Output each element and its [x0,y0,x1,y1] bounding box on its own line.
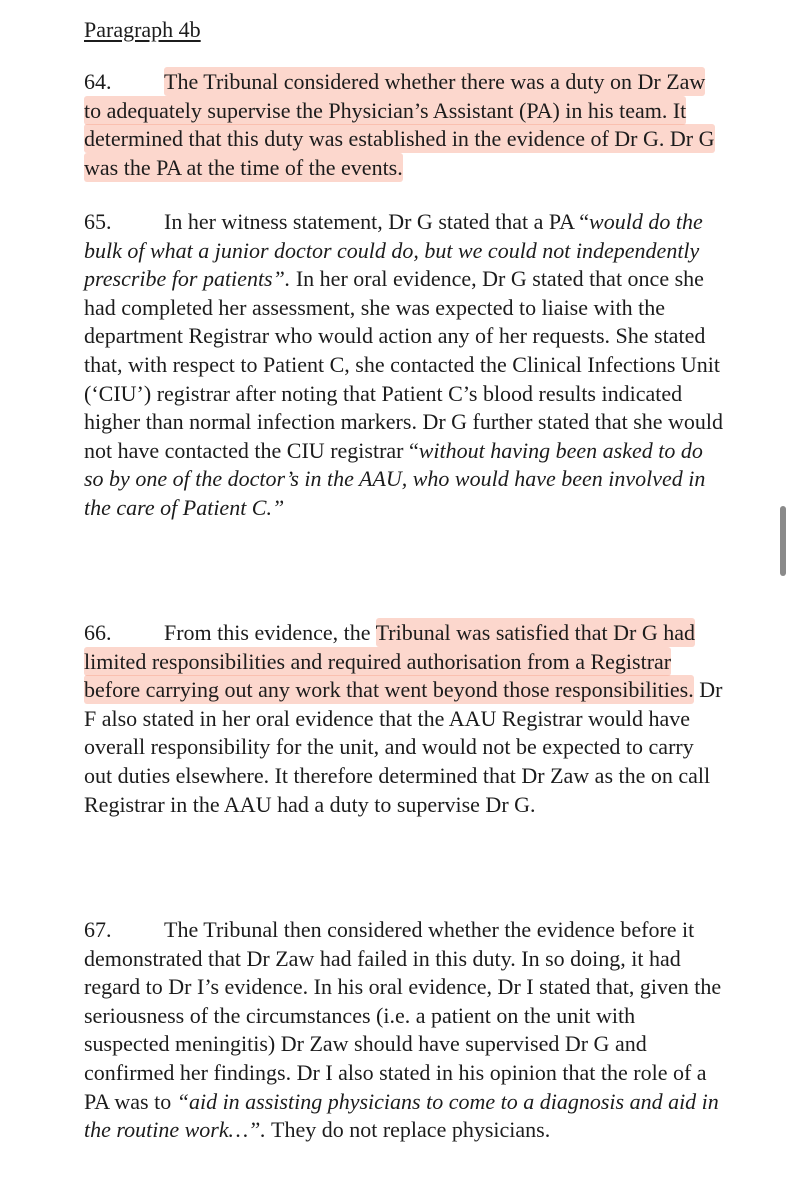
section-heading: Paragraph 4b [84,17,201,42]
body-text: In her oral evidence, Dr G stated that once she had completed her assessment, she was expected to liaise with the department Registrar who would action any of her requests. She stated that, with respect to Patient C, she contacted the Clinical Infections Unit (‘CIU’) registrar after noting that Patient C’s blood results indicated higher than normal infection markers. Dr G further stated that she would not have contacted the CIU registrar “ [84,266,724,463]
document-body [84,10,724,1143]
scrollbar-thumb[interactable] [780,506,786,576]
body-text: In her witness statement, Dr G stated that a PA “ [164,209,590,234]
highlighted-text: Tribunal was satisfied that Dr G had limited responsibilities and required authorisation from a Registrar before carrying out any work that went beyond those responsibilities. [84,620,695,703]
quoted-text: “aid in assisting physicians to come to a diagnosis and aid in the routine work…”. [84,1088,719,1143]
body-text: The Tribunal then considered whether the evidence before it demonstrated that Dr Zaw had failed in this duty. In so doing, it had regard to Dr I’s evidence. In his oral evidence, Dr I stated that, given the seriousness of the circumstances (i.e. a patient on the unit with suspected meningitis) Dr Zaw should have supervised Dr G and confirmed her findings. Dr I also stated in his opinion that the role of a PA was to [84,917,722,1114]
quoted-text: without having been asked to do so by one of the doctor’s in the AAU, who would have been involved in the care of Patient C.” [84,437,706,520]
paragraph-number: 67. [84,917,112,942]
paragraph-number: 64. [84,69,112,94]
paragraph-number: 66. [84,620,112,645]
paragraph-67 [84,916,724,1145]
quoted-text: would do the bulk of what a junior doctor could do, but we could not independently prescribe for patients”. [84,209,703,292]
paragraph-66 [84,619,724,819]
paragraph-64 [84,68,724,182]
highlighted-text: The Tribunal considered whether there was a duty on Dr Zaw to adequately supervise the Physician’s Assistant (PA) in his team. It determined that this duty was established in the evidence of Dr G. Dr G was the PA at the time of the events. [84,69,715,180]
body-text: From this evidence, the [164,620,376,645]
body-text: They do not replace physicians. [265,1117,551,1143]
paragraph-number: 65. [84,209,112,234]
paragraph-65 [84,208,724,523]
body-text: Dr F also stated in her oral evidence that the AAU Registrar would have overall responsibility for the unit, and would not be expected to carry out duties elsewhere. It therefore determined that Dr Zaw as the on call Registrar in the AAU had a duty to supervise Dr G. [84,677,723,817]
